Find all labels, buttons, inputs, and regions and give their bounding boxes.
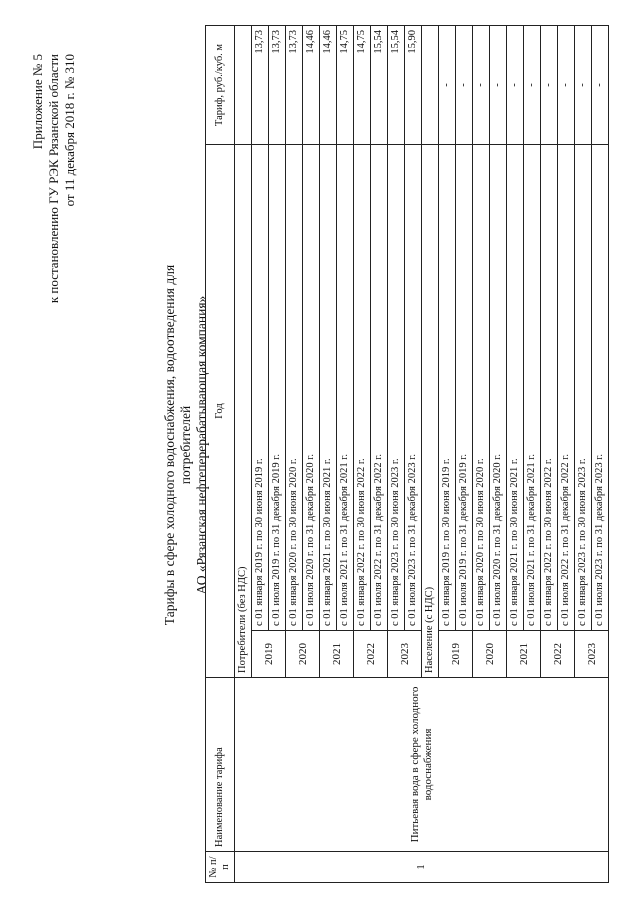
period-cell: с 01 января 2023 г. по 30 июня 2023 г. (575, 145, 592, 631)
period-cell: с 01 июля 2023 г. по 31 декабря 2023 г. (405, 145, 422, 631)
group-tariff-cell (422, 26, 439, 145)
group-label: Население (с НДС) (422, 145, 439, 678)
group-row (235, 26, 252, 883)
header-year: Год (206, 145, 235, 678)
period-cell: с 01 июля 2019 г. по 31 декабря 2019 г. (269, 145, 286, 631)
tariff-value-cell: - (439, 26, 456, 145)
year-cell: 2020 (286, 631, 320, 678)
tariff-value-cell: 15,54 (371, 26, 388, 145)
tariff-value-cell: - (473, 26, 490, 145)
tariff-value-cell: - (507, 26, 524, 145)
title-line-2: АО «Рязанская нефтеперерабатывающая компания» (194, 295, 209, 595)
tariff-value-cell: - (558, 26, 575, 145)
year-cell: 2022 (541, 631, 575, 678)
tariff-value-cell: 13,73 (269, 26, 286, 145)
period-cell: с 01 июля 2020 г. по 31 декабря 2020 г. (490, 145, 507, 631)
period-cell: с 01 июля 2021 г. по 31 декабря 2021 г. (337, 145, 354, 631)
tariff-value-cell: 13,73 (286, 26, 303, 145)
tariff-value-cell: 13,73 (252, 26, 269, 145)
appendix-line-3: от 11 декабря 2018 г. № 310 (62, 54, 77, 207)
group-tariff-cell (235, 26, 252, 145)
year-cell: 2023 (575, 631, 609, 678)
period-cell: с 01 июля 2023 г. по 31 декабря 2023 г. (592, 145, 609, 631)
tariff-value-cell: 14,75 (337, 26, 354, 145)
period-cell: с 01 января 2022 г. по 30 июня 2022 г. (354, 145, 371, 631)
appendix-line-2: к постановлению ГУ РЭК Рязанской области (46, 54, 61, 304)
period-cell: с 01 января 2021 г. по 30 июня 2021 г. (320, 145, 337, 631)
year-cell: 2019 (439, 631, 473, 678)
appendix-header (30, 54, 78, 303)
period-cell: с 01 января 2021 г. по 30 июня 2021 г. (507, 145, 524, 631)
document-title (162, 235, 210, 655)
year-cell: 2021 (507, 631, 541, 678)
header-tariff: Тариф, руб./куб. м (206, 26, 235, 145)
period-cell: с 01 июля 2021 г. по 31 декабря 2021 г. (524, 145, 541, 631)
item-number: 1 (235, 852, 609, 883)
tariff-table (205, 25, 609, 883)
period-cell: с 01 января 2019 г. по 30 июня 2019 г. (439, 145, 456, 631)
period-cell: с 01 января 2020 г. по 30 июня 2020 г. (286, 145, 303, 631)
year-cell: 2019 (252, 631, 286, 678)
period-cell: с 01 января 2019 г. по 30 июня 2019 г. (252, 145, 269, 631)
title-line-1: Тарифы в сфере холодного водоснабжения, водоотведения для потребителей (162, 264, 193, 626)
tariff-value-cell: - (575, 26, 592, 145)
item-name: Питьевая вода в сфере холодного водоснабжения (235, 678, 609, 852)
tariff-value-cell: - (592, 26, 609, 145)
tariff-value-cell: - (490, 26, 507, 145)
period-cell: с 01 января 2020 г. по 30 июня 2020 г. (473, 145, 490, 631)
period-cell: с 01 января 2023 г. по 30 июня 2023 г. (388, 145, 405, 631)
table-body (235, 26, 609, 883)
period-cell: с 01 июля 2019 г. по 31 декабря 2019 г. (456, 145, 473, 631)
tariff-value-cell: 15,90 (405, 26, 422, 145)
tariff-value-cell: - (456, 26, 473, 145)
period-cell: с 01 июля 2022 г. по 31 декабря 2022 г. (558, 145, 575, 631)
year-cell: 2021 (320, 631, 354, 678)
tariff-value-cell: 14,75 (354, 26, 371, 145)
year-cell: 2022 (354, 631, 388, 678)
period-cell: с 01 июля 2020 г. по 31 декабря 2020 г. (303, 145, 320, 631)
table-header-row (206, 26, 235, 883)
header-name: Наименование тарифа (206, 678, 235, 852)
tariff-value-cell: 14,46 (320, 26, 337, 145)
period-cell: с 01 июля 2022 г. по 31 декабря 2022 г. (371, 145, 388, 631)
appendix-line-1: Приложение № 5 (30, 54, 45, 150)
tariff-value-cell: 14,46 (303, 26, 320, 145)
group-label: Потребители (без НДС) (235, 145, 252, 678)
year-cell: 2020 (473, 631, 507, 678)
tariff-value-cell: 15,54 (388, 26, 405, 145)
header-num: № п/п (206, 852, 235, 883)
year-cell: 2023 (388, 631, 422, 678)
period-cell: с 01 января 2022 г. по 30 июня 2022 г. (541, 145, 558, 631)
tariff-value-cell: - (524, 26, 541, 145)
tariff-value-cell: - (541, 26, 558, 145)
